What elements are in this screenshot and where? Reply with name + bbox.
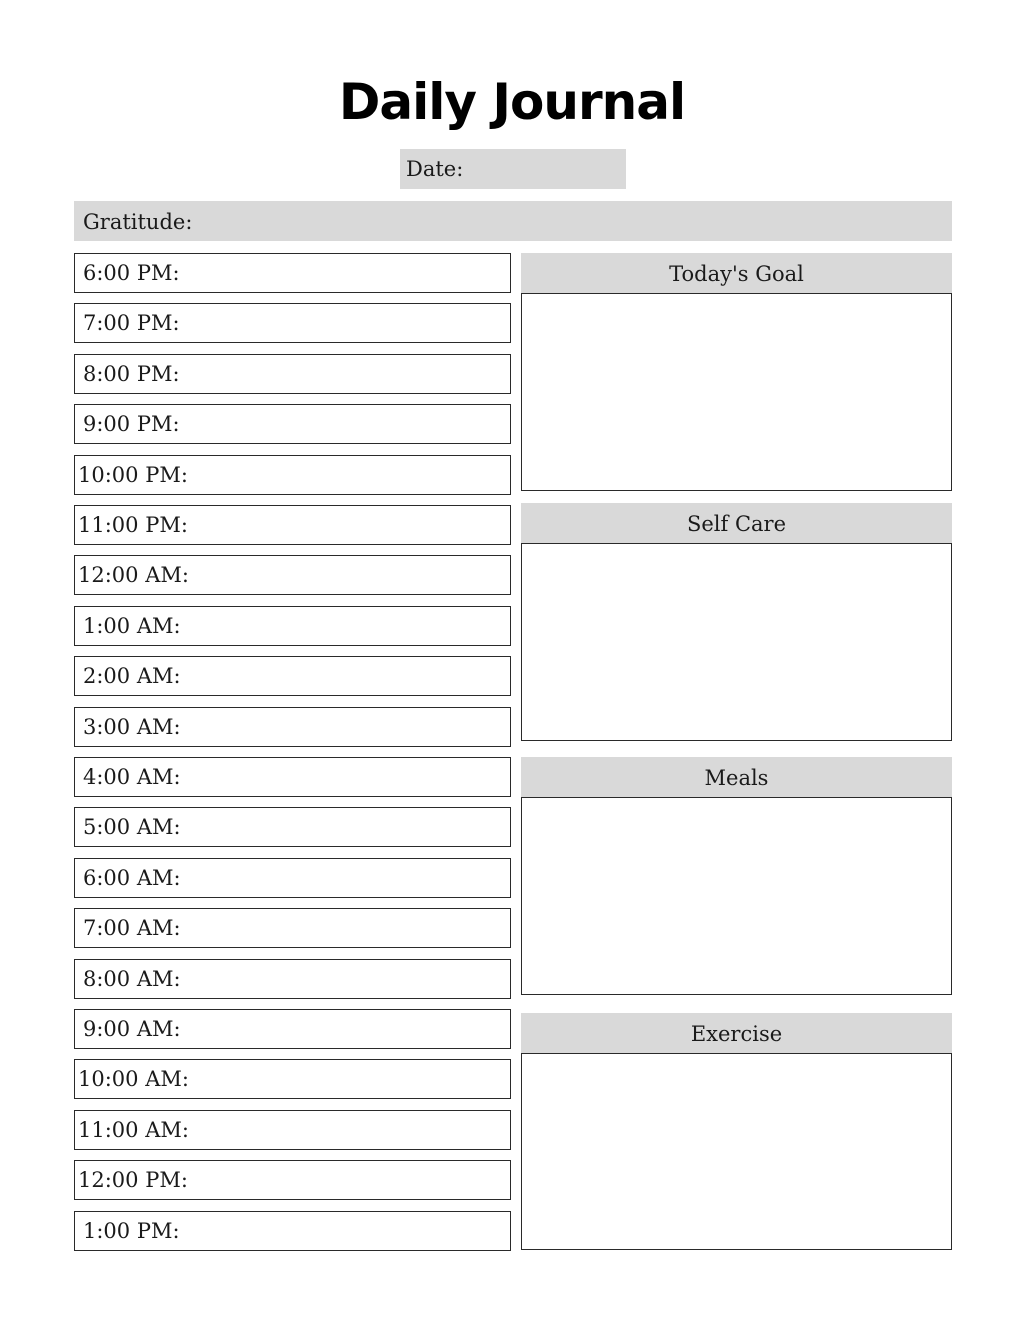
time-slot-label: 9:00 AM: — [83, 1017, 181, 1041]
time-slot-label: 9:00 PM: — [83, 412, 180, 436]
date-field[interactable] — [400, 149, 626, 189]
exercise-box[interactable] — [521, 1053, 952, 1250]
time-slot-row[interactable] — [74, 505, 511, 545]
exercise-header: Exercise — [521, 1013, 952, 1053]
gratitude-label: Gratitude: — [83, 210, 193, 234]
date-label: Date: — [406, 157, 464, 181]
time-slot-label: 7:00 AM: — [83, 916, 181, 940]
meals-box[interactable] — [521, 797, 952, 995]
time-slot-row[interactable] — [74, 807, 511, 847]
page-title: Daily Journal — [338, 73, 686, 131]
time-slot-label: 3:00 AM: — [83, 715, 181, 739]
time-slot-label: 1:00 PM: — [83, 1219, 180, 1243]
self-care-header: Self Care — [521, 503, 952, 543]
time-slot-row[interactable] — [74, 606, 511, 646]
time-slot-label: 8:00 PM: — [83, 362, 180, 386]
time-slot-row[interactable] — [74, 757, 511, 797]
time-slot-label: 11:00 AM: — [78, 1118, 189, 1142]
time-slot-row[interactable] — [74, 404, 511, 444]
time-slot-label: 2:00 AM: — [83, 664, 181, 688]
time-slot-row[interactable] — [74, 455, 511, 495]
time-slot-row[interactable] — [74, 555, 511, 595]
self-care-box[interactable] — [521, 543, 952, 741]
time-slot-row[interactable] — [74, 1211, 511, 1251]
time-slot-label: 11:00 PM: — [78, 513, 188, 537]
todays-goal-header: Today's Goal — [521, 253, 952, 293]
time-slot-label: 10:00 PM: — [78, 463, 188, 487]
time-slot-row[interactable] — [74, 1110, 511, 1150]
time-slot-row[interactable] — [74, 908, 511, 948]
time-slot-label: 7:00 PM: — [83, 311, 180, 335]
time-slot-row[interactable] — [74, 1059, 511, 1099]
time-slot-row[interactable] — [74, 959, 511, 999]
time-slot-row[interactable] — [74, 354, 511, 394]
time-slot-row[interactable] — [74, 303, 511, 343]
time-slot-label: 5:00 AM: — [83, 815, 181, 839]
time-slot-label: 12:00 PM: — [78, 1168, 188, 1192]
time-slot-label: 6:00 AM: — [83, 866, 181, 890]
time-slot-row[interactable] — [74, 253, 511, 293]
gratitude-field[interactable] — [74, 201, 952, 241]
time-slot-row[interactable] — [74, 1009, 511, 1049]
time-slot-label: 8:00 AM: — [83, 967, 181, 991]
todays-goal-box[interactable] — [521, 293, 952, 491]
time-slot-row[interactable] — [74, 858, 511, 898]
time-slot-row[interactable] — [74, 1160, 511, 1200]
time-slot-label: 1:00 AM: — [83, 614, 181, 638]
time-slot-label: 12:00 AM: — [78, 563, 189, 587]
time-slot-row[interactable] — [74, 707, 511, 747]
time-slot-label: 4:00 AM: — [83, 765, 181, 789]
time-slot-label: 6:00 PM: — [83, 261, 180, 285]
time-slot-label: 10:00 AM: — [78, 1067, 189, 1091]
time-slot-row[interactable] — [74, 656, 511, 696]
meals-header: Meals — [521, 757, 952, 797]
